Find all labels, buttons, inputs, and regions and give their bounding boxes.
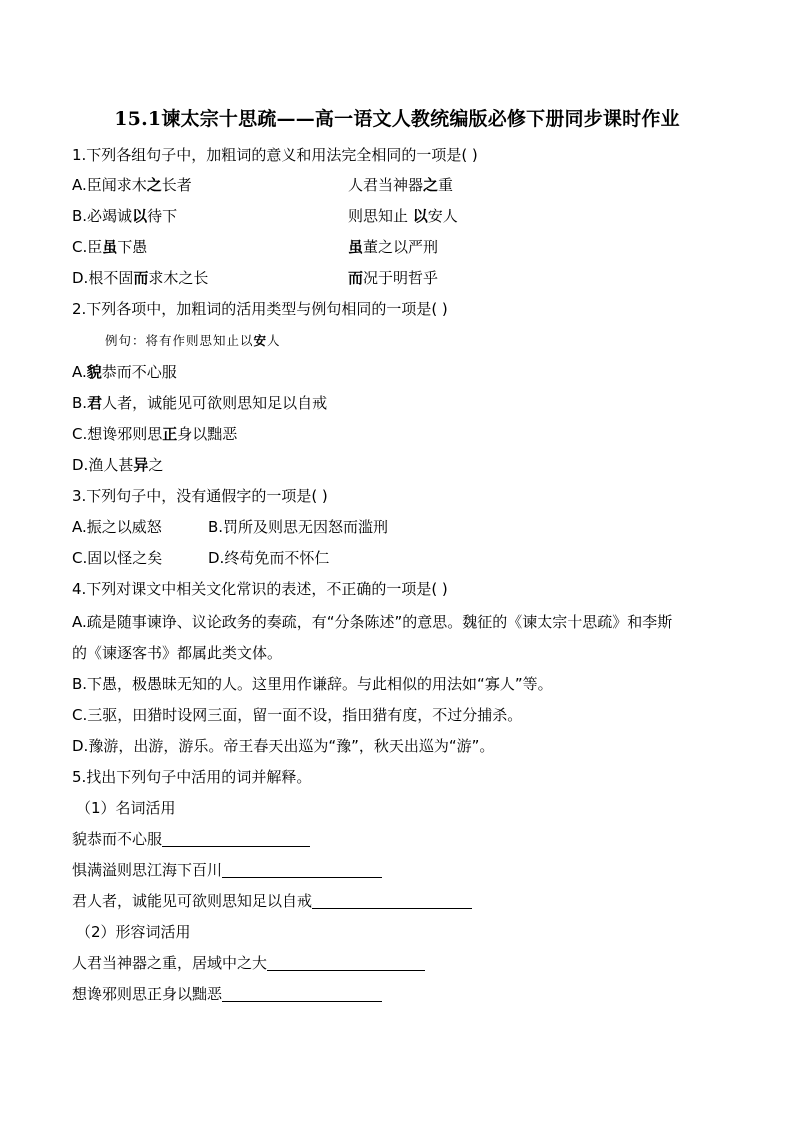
q5-sentence-2: 惧满溢则思江海下百川 [72, 860, 382, 880]
q1-option-d-left: D.根不固而求木之长 [72, 269, 209, 287]
question-1-stem: 1.下列各组句子中，加粗词的意义和用法完全相同的一项是( ) [72, 146, 478, 164]
q5-subsection-noun: （1）名词活用 [76, 799, 176, 817]
q1-option-d-right: 而况于明哲乎 [348, 269, 439, 287]
q3-option-d: D.终苟免而不怀仁 [208, 549, 330, 567]
answer-blank-3[interactable] [312, 892, 472, 909]
q2-example: 例句：将有作则思知止以安人 [105, 333, 281, 348]
q5-sentence-1: 貌恭而不心服 [72, 829, 310, 849]
q4-option-a-line2: 的《谏逐客书》都属此类文体。 [72, 644, 283, 662]
q2-option-c: C.想谗邪则思正身以黜恶 [72, 425, 238, 443]
q1-option-a-right: 人君当神器之重 [348, 176, 454, 194]
page-title: 15.1谏太宗十思疏——高一语文人教统编版必修下册同步课时作业 [114, 108, 680, 130]
q1-option-b-right: 则思知止 以安人 [348, 207, 458, 225]
q5-sentence-3: 君人者，诚能见可欲则思知足以自戒 [72, 891, 472, 911]
answer-blank-5[interactable] [222, 985, 382, 1002]
q2-option-a: A.貌恭而不心服 [72, 363, 177, 381]
question-3-stem: 3.下列句子中，没有通假字的一项是( ) [72, 487, 328, 505]
q4-option-d: D.豫游，出游，游乐。帝王春天出巡为“豫”，秋天出巡为“游”。 [72, 737, 495, 755]
answer-blank-2[interactable] [222, 861, 382, 878]
question-5-stem: 5.找出下列句子中活用的词并解释。 [72, 768, 312, 786]
answer-blank-1[interactable] [162, 830, 310, 847]
q1-option-c-right: 虽董之以严刑 [348, 238, 439, 256]
question-4-stem: 4.下列对课文中相关文化常识的表述，不正确的一项是( ) [72, 580, 448, 598]
q4-option-b: B.下愚，极愚昧无知的人。这里用作谦辞。与此相似的用法如“寡人”等。 [72, 675, 553, 693]
q3-option-c: C.固以怪之矣 [72, 549, 163, 567]
q2-option-d: D.渔人甚异之 [72, 456, 164, 474]
q5-subsection-adjective: （2）形容词活用 [76, 923, 191, 941]
q3-option-b: B.罚所及则思无因怒而滥刑 [208, 518, 389, 536]
q4-option-c: C.三驱，田猎时设网三面，留一面不设，指田猎有度，不过分捕杀。 [72, 706, 523, 724]
answer-blank-4[interactable] [267, 954, 425, 971]
question-2-stem: 2.下列各项中，加粗词的活用类型与例句相同的一项是( ) [72, 300, 448, 318]
q1-option-a-left: A.臣闻求木之长者 [72, 176, 192, 194]
q5-sentence-4: 人君当神器之重，居域中之大 [72, 953, 425, 973]
q3-option-a: A.振之以威怒 [72, 518, 162, 536]
q1-option-b-left: B.必竭诚以待下 [72, 207, 178, 225]
q4-option-a-line1: A.疏是随事谏诤、议论政务的奏疏，有“分条陈述”的意思。魏征的《谏太宗十思疏》和李斯 [72, 613, 673, 631]
q1-option-c-left: C.臣虽下愚 [72, 238, 148, 256]
q5-sentence-5: 想谗邪则思正身以黜恶 [72, 984, 382, 1004]
q2-option-b: B.君人者，诚能见可欲则思知足以自戒 [72, 394, 328, 412]
